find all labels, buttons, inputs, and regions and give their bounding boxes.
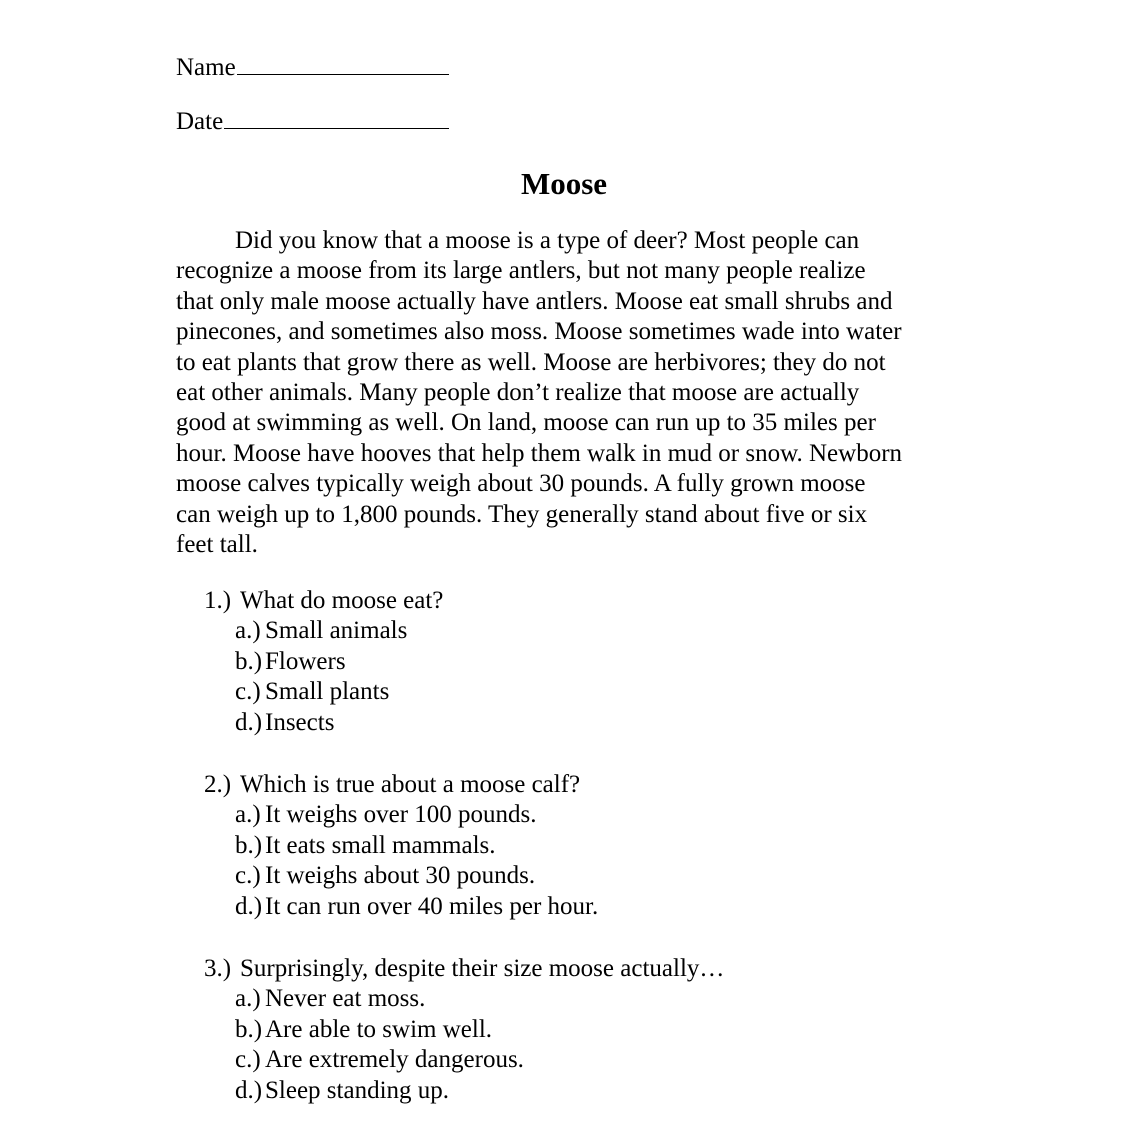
passage-line: Did you know that a moose is a type of deer? Most people can: [235, 227, 860, 254]
question-text: What do moose eat?: [240, 587, 444, 614]
passage-line: recognize a moose from its large antlers, but not many people realize: [176, 257, 866, 285]
option-text: Small plants: [265, 678, 390, 706]
option-text: Are extremely dangerous.: [265, 1046, 524, 1074]
option-letter: b.): [235, 1015, 263, 1043]
answer-option[interactable]: [204, 1045, 724, 1075]
question-number: 1.): [204, 587, 232, 614]
question-3: [204, 954, 724, 1106]
option-text: It eats small mammals.: [265, 831, 496, 859]
answer-options: [204, 984, 724, 1106]
name-blank-line: [237, 52, 449, 75]
option-letter: a.): [235, 801, 261, 829]
option-letter: c.): [235, 678, 261, 706]
question-prompt: [204, 770, 598, 800]
passage-line: moose calves typically weigh about 30 pounds. A fully grown moose: [176, 470, 866, 498]
option-letter: c.): [235, 1046, 261, 1074]
passage-line: hour. Moose have hooves that help them walk in mud or snow. Newborn: [176, 439, 903, 467]
answer-option[interactable]: [204, 647, 443, 677]
name-label: Name: [176, 54, 236, 81]
passage-line: good at swimming as well. On land, moose can run up to 35 miles per: [176, 409, 876, 437]
page-title: Moose: [520, 166, 608, 201]
passage-line: feet tall.: [176, 531, 258, 559]
passage-line: eat other animals. Many people don’t realize that moose are actually: [176, 379, 860, 407]
option-letter: b.): [235, 647, 263, 675]
date-blank-line: [224, 106, 449, 129]
question-text: Which is true about a moose calf?: [240, 771, 581, 798]
date-field: [176, 106, 449, 137]
answer-option[interactable]: [204, 677, 443, 707]
option-text: Sleep standing up.: [265, 1076, 450, 1104]
option-letter: d.): [235, 708, 263, 736]
question-number: 2.): [204, 771, 232, 798]
passage-line: can weigh up to 1,800 pounds. They generally stand about five or six: [176, 500, 868, 528]
answer-option[interactable]: [204, 616, 443, 646]
answer-option[interactable]: [204, 800, 598, 830]
answer-option[interactable]: [204, 984, 724, 1014]
option-letter: d.): [235, 892, 263, 920]
reading-passage: [176, 226, 966, 560]
date-label: Date: [176, 108, 224, 135]
answer-option[interactable]: [204, 892, 598, 922]
answer-option[interactable]: [204, 708, 443, 738]
passage-line: that only male moose actually have antlers. Moose eat small shrubs and: [176, 287, 893, 315]
question-number: 3.): [204, 955, 232, 982]
question-2: [204, 770, 598, 922]
option-text: Never eat moss.: [265, 985, 426, 1013]
option-letter: a.): [235, 985, 261, 1013]
answer-option[interactable]: [204, 1015, 724, 1045]
passage-line: to eat plants that grow there as well. Moose are herbivores; they do not: [176, 348, 886, 376]
answer-options: [204, 800, 598, 922]
option-letter: a.): [235, 617, 261, 645]
question-prompt: [204, 586, 443, 616]
answer-option[interactable]: [204, 861, 598, 891]
option-text: Small animals: [265, 617, 408, 645]
answer-option[interactable]: [204, 831, 598, 861]
option-text: Are able to swim well.: [265, 1015, 493, 1043]
option-text: It weighs about 30 pounds.: [265, 862, 536, 890]
answer-options: [204, 616, 443, 738]
name-field: [176, 52, 449, 83]
option-text: It weighs over 100 pounds.: [265, 801, 537, 829]
question-prompt: [204, 954, 724, 984]
question-text: Surprisingly, despite their size moose actually…: [240, 955, 725, 982]
option-text: Flowers: [265, 647, 346, 675]
option-letter: c.): [235, 862, 261, 890]
answer-option[interactable]: [204, 1076, 724, 1106]
option-letter: d.): [235, 1076, 263, 1104]
option-text: It can run over 40 miles per hour.: [265, 892, 599, 920]
option-text: Insects: [265, 708, 335, 736]
option-letter: b.): [235, 831, 263, 859]
passage-line: pinecones, and sometimes also moss. Moose sometimes wade into water: [176, 318, 902, 346]
question-1: [204, 586, 443, 738]
